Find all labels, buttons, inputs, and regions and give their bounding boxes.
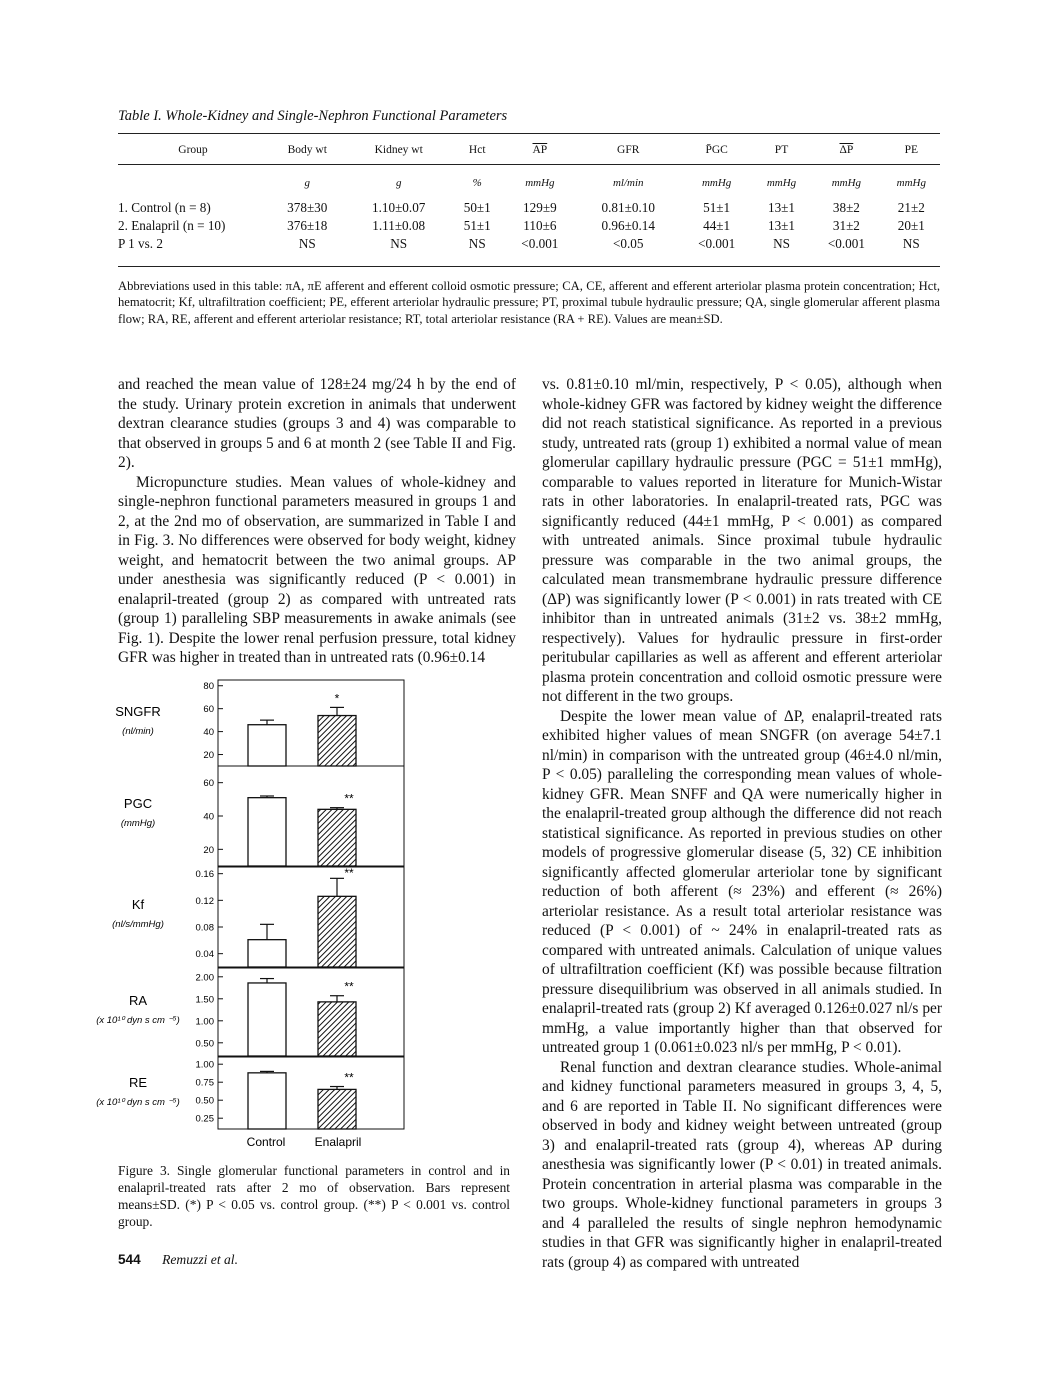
y-tick-label: 0.04 — [195, 949, 214, 961]
x-label-control: Control — [246, 1135, 286, 1149]
panel-label: PGC — [123, 796, 153, 811]
panel-frame — [218, 680, 404, 766]
panel-unit: (x 10¹⁰ dyn s cm ⁻⁵) — [96, 1097, 180, 1109]
y-tick-label: 1.50 — [195, 994, 214, 1006]
panel-frame — [218, 766, 404, 866]
y-tick-label: 40 — [203, 811, 214, 823]
bar-control — [248, 1073, 286, 1129]
figure-3-chart — [96, 672, 408, 1152]
y-tick-label: 80 — [203, 681, 214, 693]
significance-mark: * — [334, 691, 340, 706]
y-tick-label: 20 — [203, 844, 214, 856]
x-label-enalapril: Enalapril — [314, 1135, 362, 1149]
y-tick-label: 0.12 — [195, 895, 214, 907]
panel-frame — [218, 867, 404, 967]
bar-enalapril — [318, 1002, 356, 1056]
panel-frame — [218, 968, 404, 1056]
paragraph: vs. 0.81±0.10 ml/min, respectively, P < 0.05), although when whole-kidney GFR was factored by kidney weight the difference did not reach statistical significance. As reported in a previous study, untreated rats (group 1) exhibited a normal value of mean glomerular capillary hydraulic pressure (PGC = 51±1 mmHg), comparable to values reported in literature for Munich-Wistar rats in other laboratories. In enalapril-treated rats, PGC was significantly reduced (44±1 mmHg, P < 0.001) as compared with untreated animals. Since proximal tubule hydraulic pressure was comparable in the two animal groups, the calculated mean transmembrane hydraulic pressure difference (ΔP) was significantly lower (P < 0.001) in rats treated with CE inhibitor than in untreated animals (31±2 vs. 38±2 mmHg, respectively). Values for hydraulic pressure in first-order peritubular capillaries as well as afferent and efferent arteriolar plasma protein concentration and colloid osmotic pressure were not different in the two groups. — [542, 376, 942, 705]
header-gfr: GFR — [576, 134, 680, 165]
header-delta-p: $\overline{\Delta P}$ — [810, 134, 882, 165]
header-ap: $\overline{AP}$ — [504, 134, 576, 165]
y-tick-label: 0.50 — [195, 1038, 214, 1050]
panel-unit: (nl/s/mmHg) — [112, 919, 164, 930]
paragraph: Renal function and dextran clearance studies. Whole-animal and kidney functional parameters measured in groups 3, 4, 5, and 6 are reported in Table II. No significant differences were observed in body and kidney weight between untreated (group 3) and enalapril-treated rats (group 4), whereas AP during anesthesia was significantly lower (P < 0.01) in treated animals. Protein concentration in arterial plasma was comparable in the two groups. Whole-kidney functional parameters in groups 3 and 4 paralleled the results of single nephron hemodynamic studies in that GFR was significantly higher in enalapril-treated rats (group 4) as compared with untreated — [542, 1058, 942, 1271]
y-tick-label: 0.50 — [195, 1095, 214, 1107]
significance-mark: ** — [344, 979, 354, 994]
table-row: 1. Control (n = 8) 378±30 1.10±0.07 50±1 129±9 0.81±0.10 51±1 13±1 38±2 21±2 — [118, 200, 925, 215]
panel-label: Kf — [131, 897, 145, 912]
page-number: 544 — [118, 1252, 141, 1267]
table-title: Table I. Whole-Kidney and Single-Nephron Functional Parameters — [118, 108, 508, 124]
bar-enalapril — [318, 809, 356, 866]
right-column — [542, 375, 942, 1272]
bar-control — [248, 725, 286, 766]
significance-mark: ** — [344, 1070, 354, 1085]
y-tick-label: 0.08 — [195, 922, 214, 934]
y-tick-label: 60 — [203, 778, 214, 790]
bar-control — [248, 983, 286, 1056]
panel-label: SNGFR — [115, 704, 161, 720]
significance-mark: ** — [344, 791, 354, 806]
table-row: 2. Enalapril (n = 10) 376±18 1.11±0.08 51±1 110±6 0.96±0.14 44±1 13±1 31±2 20±1 — [118, 218, 925, 233]
table-1 — [118, 133, 940, 267]
header-kidney-wt: Kidney wt — [347, 134, 451, 165]
paragraph: Micropuncture studies. Mean values of whole-kidney and single-nephron functional parameters measured in groups 1 and 2, at the 2nd mo of observation, are summarized in Table I and in Fig. 3. No differences were observed for body weight, kidney weight, and hematocrit between the two animal groups. AP under anesthesia was significantly reduced (P < 0.001) in enalapril-treated (group 2) as compared with untreated rats (group 1) paralleling SBP measurements in awake animals (see Fig. 1). Despite the lower renal perfusion pressure, total kidney GFR was higher in treated than in untreated rats (0.96±0.14 — [118, 473, 516, 666]
header-body-wt: Body wt — [268, 134, 347, 165]
y-tick-label: 60 — [203, 704, 214, 716]
page-footer — [118, 1252, 238, 1268]
header-pgc: P̄GC — [680, 134, 752, 165]
header-pt: PT — [753, 134, 810, 165]
panel-unit: (x 10¹⁰ dyn s cm ⁻⁵) — [96, 1014, 180, 1026]
bar-enalapril — [318, 1089, 356, 1129]
panel-label: RA — [128, 992, 148, 1008]
header-hct: Hct — [451, 134, 504, 165]
table-units-row: g g % mmHg ml/min mmHg mmHg mmHg mmHg — [304, 177, 926, 189]
y-tick-label: 1.00 — [195, 1016, 214, 1028]
y-tick-label: 0.25 — [195, 1113, 214, 1125]
bar-enalapril — [318, 896, 356, 967]
header-group: Group — [118, 134, 268, 165]
y-tick-label: 40 — [203, 727, 214, 739]
y-tick-label: 20 — [203, 750, 214, 762]
header-pe: PE — [883, 134, 940, 165]
panel-label: RE — [128, 1075, 148, 1091]
panel-unit: (mmHg) — [120, 818, 156, 829]
table-row: P 1 vs. 2 NS NS NS <0.001 <0.05 <0.001 NS <0.001 NS — [118, 235, 940, 267]
y-tick-label: 1.00 — [195, 1059, 214, 1071]
figure-caption: Figure 3. Single glomerular functional parameters in control and in enalapril-treated rats after 2 mo of observation. Bars represent means±SD. (*) P < 0.05 vs. control group. (**) P < 0.001 vs. control group. — [118, 1163, 510, 1229]
y-tick-label: 0.16 — [195, 869, 214, 881]
panel-frame — [218, 1057, 404, 1129]
left-column — [118, 375, 516, 668]
significance-mark: ** — [344, 866, 354, 880]
bar-control — [248, 798, 286, 866]
table-abbreviations: Abbreviations used in this table: πA, πE afferent and efferent colloid osmotic pressure; CA, CE, afferent and efferent arteriolar plasma protein concentration; Hct, hematocrit; Kf, ultrafiltration coefficient; PE, efferent arteriolar hydraulic pressure; PT, proximal tubule hydraulic pressure; QA, single glomerular afferent plasma flow; RA, RE, afferent and efferent arteriolar resistance; RT, total arteriolar resistance (RA + RE). Values are mean±SD. — [118, 279, 940, 326]
bar-control — [248, 940, 286, 967]
y-tick-label: 0.75 — [195, 1077, 214, 1089]
paragraph: and reached the mean value of 128±24 mg/24 h by the end of the study. Urinary protein excretion in animals that underwent dextran clearance studies (groups 3 and 4) was comparable to that observed in groups 5 and 6 at month 2 (see Table II and Fig. 2). — [118, 376, 516, 471]
running-authors: Remuzzi et al. — [162, 1252, 238, 1267]
panel-unit: (nl/min) — [122, 726, 154, 738]
paragraph: Despite the lower mean value of ΔP, enalapril-treated rats exhibited higher values of mean SNGFR (on average 54±7.1 nl/min) in comparison with the untreated group (46±4.0 nl/min, P < 0.05) paralleling the corresponding mean values of whole-kidney GFR. Mean SNFF and QA were numerically higher in the enalapril-treated group although the difference did not reach statistical significance. As reported in previous studies on other models of progressive glomerular disease (5, 32) CE inhibition significantly affected glomerular arteriolar tone by significant reduction of both afferent (≈ 23%) and efferent (≈ 26%) arteriolar resistance. As a result total arteriolar resistance was reduced (P < 0.001) of ~ 24% in enalapril-treated rats as compared with untreated animals. Calculation of unique values of ultrafiltration coefficient (Kf) was possible because filtration pressure disequilibrium was observed in all animals studied. In enalapril-treated rats (group 2) Kf averaged 0.126±0.027 nl/s per mmHg, a value importantly higher than that observed for untreated group 1 (0.061±0.023 nl/s per mmHg, P < 0.01). — [542, 707, 942, 1056]
y-tick-label: 2.00 — [195, 972, 214, 984]
bar-enalapril — [318, 716, 356, 766]
